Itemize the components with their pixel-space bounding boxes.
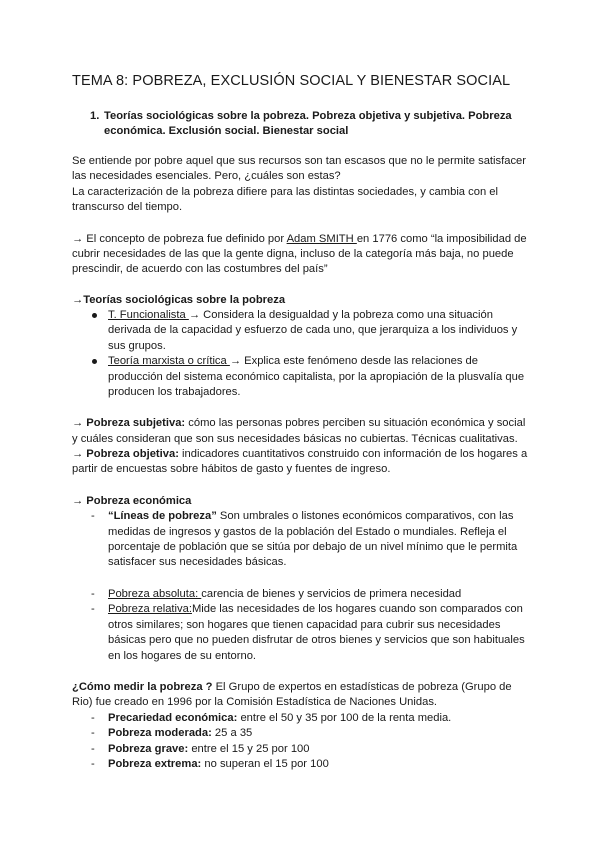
- measure-question: ¿Cómo medir la pobreza ?: [72, 681, 213, 693]
- absolute-poverty-term: Pobreza absoluta:: [108, 588, 202, 600]
- theory-functionalist-line-1: [108, 308, 493, 322]
- poverty-lines-line-2: medidas de ingresos y gastos de la población del Estado o mundiales. Refleja el: [108, 526, 507, 538]
- theory-text: → Considera la desigualdad y la pobreza como una situación: [188, 309, 493, 321]
- measure-item-term: Pobreza grave:: [108, 743, 189, 755]
- dash-bullet: -: [91, 743, 95, 755]
- section-number: 1.: [90, 110, 100, 122]
- relative-poverty-text: Mide las necesidades de los hogares cuando son comparados con: [191, 603, 523, 615]
- smith-post: en 1776 como “la imposibilidad de: [356, 233, 527, 245]
- absolute-poverty-text: carencia de bienes y servicios de primera necesidad: [201, 588, 462, 600]
- arrow-icon: →: [72, 417, 87, 429]
- smith-paragraph-line-1: [72, 232, 527, 246]
- dash-bullet: -: [91, 758, 95, 770]
- measure-line-2: Rio) fue creado en 1996 por la Comisión Estadística de Naciones Unidas.: [72, 696, 438, 708]
- subjective-text: cómo las personas pobres perciben su situación económica y social: [185, 417, 526, 429]
- intro-line-2: las necesidades esenciales. Pero, ¿cuáles son estas?: [72, 170, 341, 182]
- measure-item: [108, 742, 310, 756]
- relative-poverty-line-2: otros similares; son hogares que tienen capacidad para cubrir sus necesidades: [108, 619, 501, 631]
- intro-line-1: Se entiende por pobre aquel que sus recursos son tan escasos que no le permite satisfacer: [72, 155, 526, 167]
- bullet-icon: [92, 313, 97, 318]
- poverty-lines-line-1: [108, 509, 513, 523]
- dash-bullet: -: [91, 603, 95, 615]
- measure-item-text: no superan el 15 por 100: [201, 758, 329, 770]
- dash-bullet: -: [91, 588, 95, 600]
- relative-poverty-term: Pobreza relativa:: [108, 603, 192, 615]
- theory-marxist-line-1: [108, 354, 478, 368]
- measure-text: El Grupo de expertos en estadísticas de pobreza (Grupo de: [212, 681, 512, 693]
- smith-paragraph-line-2: cubrir necesidades de las que la gente digna, incluso de la categoría más baja, no puede: [72, 248, 514, 260]
- theory-text: → Explica este fenómeno desde las relaciones de: [229, 355, 478, 367]
- objective-label: Pobreza objetiva:: [86, 448, 179, 460]
- document-title: TEMA 8: POBREZA, EXCLUSIÓN SOCIAL Y BIENESTAR SOCIAL: [72, 73, 511, 89]
- smith-paragraph-line-3: prescindir, de acuerdo con las costumbres del país”: [72, 263, 328, 275]
- measure-item-text: entre el 50 y 35 por 100 de la renta media.: [237, 712, 452, 724]
- theory-marxist-line-3: producen los trabajadores.: [108, 386, 241, 398]
- objective-line-1: [72, 447, 527, 461]
- poverty-lines-term: “Líneas de pobreza”: [108, 510, 217, 522]
- smith-name: Adam SMITH: [286, 233, 357, 245]
- intro-line-4: transcurso del tiempo.: [72, 201, 183, 213]
- relative-poverty-line-3: básicas pero que no pueden disfrutar de otros bienes y servicios que son habituales: [108, 634, 525, 646]
- measure-item-text: entre el 15 y 25 por 100: [188, 743, 310, 755]
- bullet-icon: [92, 359, 97, 364]
- theory-functionalist-line-2: derivada de la capacidad y esfuerzo de cada uno, que jerarquiza a los individuos y: [108, 324, 518, 336]
- measure-item-term: Pobreza moderada:: [108, 727, 212, 739]
- arrow-icon: →: [72, 448, 87, 460]
- poverty-lines-line-3: porcentaje de población que se sitúa por debajo de un nivel mínimo que le permita: [108, 541, 518, 553]
- objective-text: indicadores cuantitativos construido con información de los hogares a: [178, 448, 528, 460]
- theory-term: T. Funcionalista: [108, 309, 189, 321]
- intro-line-3: La caracterización de la pobreza difiere para las distintas sociedades, y cambia con el: [72, 186, 498, 198]
- subjective-line-2: y cuáles consideran que son sus necesidades básicas no cubiertas. Técnicas cualitativas.: [72, 433, 518, 445]
- measure-item-text: 25 a 35: [211, 727, 253, 739]
- measure-item-term: Pobreza extrema:: [108, 758, 202, 770]
- theory-marxist-line-2: producción del sistema económico capitalista, por la apropiación de la plusvalía que: [108, 371, 525, 383]
- measure-item: [108, 757, 329, 771]
- poverty-lines-text: Son umbrales o listones económicos comparativos, con las: [216, 510, 514, 522]
- section-heading-line1: Teorías sociológicas sobre la pobreza. Pobreza objetiva y subjetiva. Pobreza: [104, 110, 512, 122]
- absolute-poverty-line: [108, 587, 461, 601]
- relative-poverty-line-1: [108, 602, 523, 616]
- economic-heading: → Pobreza económica: [72, 495, 192, 507]
- theories-heading: →Teorías sociológicas sobre la pobreza: [72, 294, 286, 306]
- subjective-label: Pobreza subjetiva:: [86, 417, 186, 429]
- section-heading-line2: económica. Exclusión social. Bienestar social: [104, 125, 349, 137]
- measure-item-term: Precariedad económica:: [108, 712, 238, 724]
- relative-poverty-line-4: en los hogares de su entorno.: [108, 650, 257, 662]
- measure-item: [108, 726, 252, 740]
- objective-line-2: partir de encuestas sobre hábitos de gasto y fuentes de ingreso.: [72, 463, 391, 475]
- dash-bullet: -: [91, 510, 95, 522]
- smith-pre: → El concepto de pobreza fue definido por: [72, 233, 287, 245]
- measure-item: [108, 711, 451, 725]
- subjective-line-1: [72, 416, 525, 430]
- dash-bullet: -: [91, 712, 95, 724]
- theory-term: Teoría marxista o crítica: [108, 355, 230, 367]
- measure-line-1: [72, 680, 512, 694]
- poverty-lines-line-4: satisfacer sus necesidades básicas.: [108, 556, 287, 568]
- theory-functionalist-line-3: sus grupos.: [108, 340, 166, 352]
- dash-bullet: -: [91, 727, 95, 739]
